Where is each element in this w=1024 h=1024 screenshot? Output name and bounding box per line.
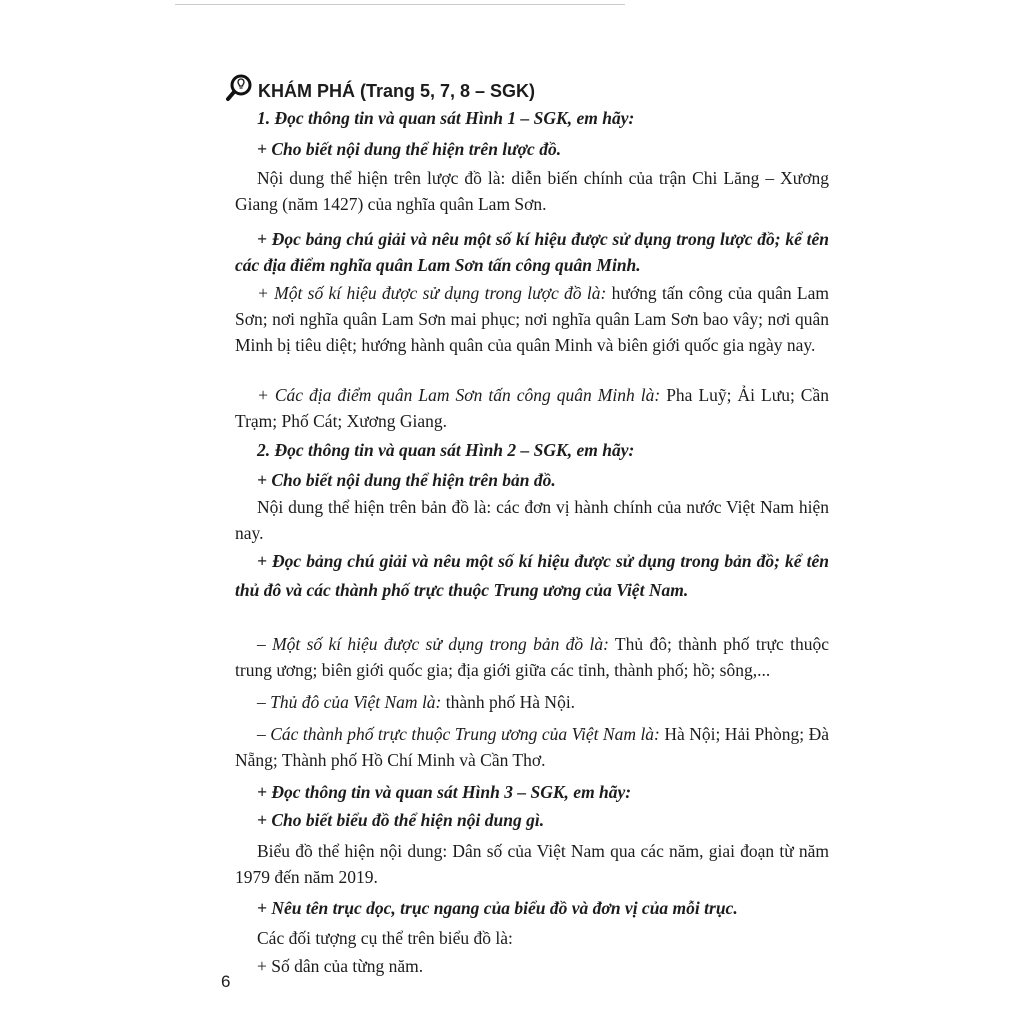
answer-1b-places [235, 382, 829, 434]
answer-text: Pha Luỹ; Ải Lưu; Cần Trạm; Phố Cát; Xương Giang. [235, 385, 829, 431]
answer-text: Thủ đô; thành phố trực thuộc trung ương; biên giới quốc gia; địa giới giữa các tỉnh, thành phố; hồ; sông,... [235, 634, 830, 680]
question-1b: + Đọc bảng chú giải và nêu một số kí hiệu được sử dụng trong lược đồ; kể tên các địa điểm nghĩa quân Lam Sơn tấn công quân Minh. [235, 229, 829, 275]
answer-lead: – Các thành phố trực thuộc Trung ương của Việt Nam là: [257, 724, 660, 744]
question-1: 1. Đọc thông tin và quan sát Hình 1 – SGK, em hãy: [257, 108, 635, 128]
answer-lead: – Thủ đô của Việt Nam là: [257, 692, 442, 712]
answer-2b-cities [235, 721, 829, 773]
answer-lead: + Một số kí hiệu được sử dụng trong lược đồ là: [257, 283, 607, 303]
answer-1a: Nội dung thể hiện trên lược đồ là: diễn biến chính của trận Chi Lăng – Xương Giang (năm 1427) của nghĩa quân Lam Sơn. [235, 168, 829, 214]
page-number: 6 [221, 972, 231, 991]
answer-1b-symbols [235, 280, 829, 358]
question-3b: + Nêu tên trục dọc, trục ngang của biểu đồ và đơn vị của mỗi trục. [257, 898, 738, 918]
answer-3b: Các đối tượng cụ thể trên biểu đồ là: [257, 928, 513, 948]
answer-2b-symbols [235, 631, 829, 683]
question-2a: + Cho biết nội dung thể hiện trên bản đồ. [257, 470, 556, 490]
question-3a: + Cho biết biểu đồ thể hiện nội dung gì. [257, 810, 545, 830]
section-title: KHÁM PHÁ (Trang 5, 7, 8 – SGK) [258, 81, 536, 101]
answer-2b-capital [235, 689, 829, 715]
section-header [226, 74, 535, 102]
page-edge-line [175, 4, 625, 5]
answer-text: thành phố Hà Nội. [441, 692, 576, 712]
question-3: + Đọc thông tin và quan sát Hình 3 – SGK, em hãy: [257, 782, 632, 802]
question-2b: + Đọc bảng chú giải và nêu một số kí hiệu được sử dụng trong bản đồ; kể tên thủ đô và các thành phố trực thuộc Trung ương của Việt Nam. [235, 551, 829, 600]
answer-text: hướng tấn công của quân Lam Sơn; nơi nghĩa quân Lam Sơn mai phục; nơi nghĩa quân Lam Sơn bao vây; nơi quân Minh bị tiêu diệt; hướng hành quân của quân Minh và biên giới quốc gia ngày nay. [235, 283, 829, 355]
magnifier-lightbulb-icon [226, 74, 252, 102]
answer-text: Hà Nội; Hải Phòng; Đà Nẵng; Thành phố Hồ Chí Minh và Cần Thơ. [235, 724, 829, 770]
answer-3b-item: + Số dân của từng năm. [257, 956, 424, 976]
answer-3a: Biểu đồ thể hiện nội dung: Dân số của Việt Nam qua các năm, giai đoạn từ năm 1979 đến năm 2019. [235, 841, 829, 887]
question-2: 2. Đọc thông tin và quan sát Hình 2 – SGK, em hãy: [257, 440, 635, 460]
answer-2a: Nội dung thể hiện trên bản đồ là: các đơn vị hành chính của nước Việt Nam hiện nay. [235, 497, 829, 543]
question-1a: + Cho biết nội dung thể hiện trên lược đồ. [257, 139, 562, 159]
answer-lead: – Một số kí hiệu được sử dụng trong bản đồ là: [257, 634, 609, 654]
answer-lead: + Các địa điểm quân Lam Sơn tấn công quân Minh là: [257, 385, 661, 405]
